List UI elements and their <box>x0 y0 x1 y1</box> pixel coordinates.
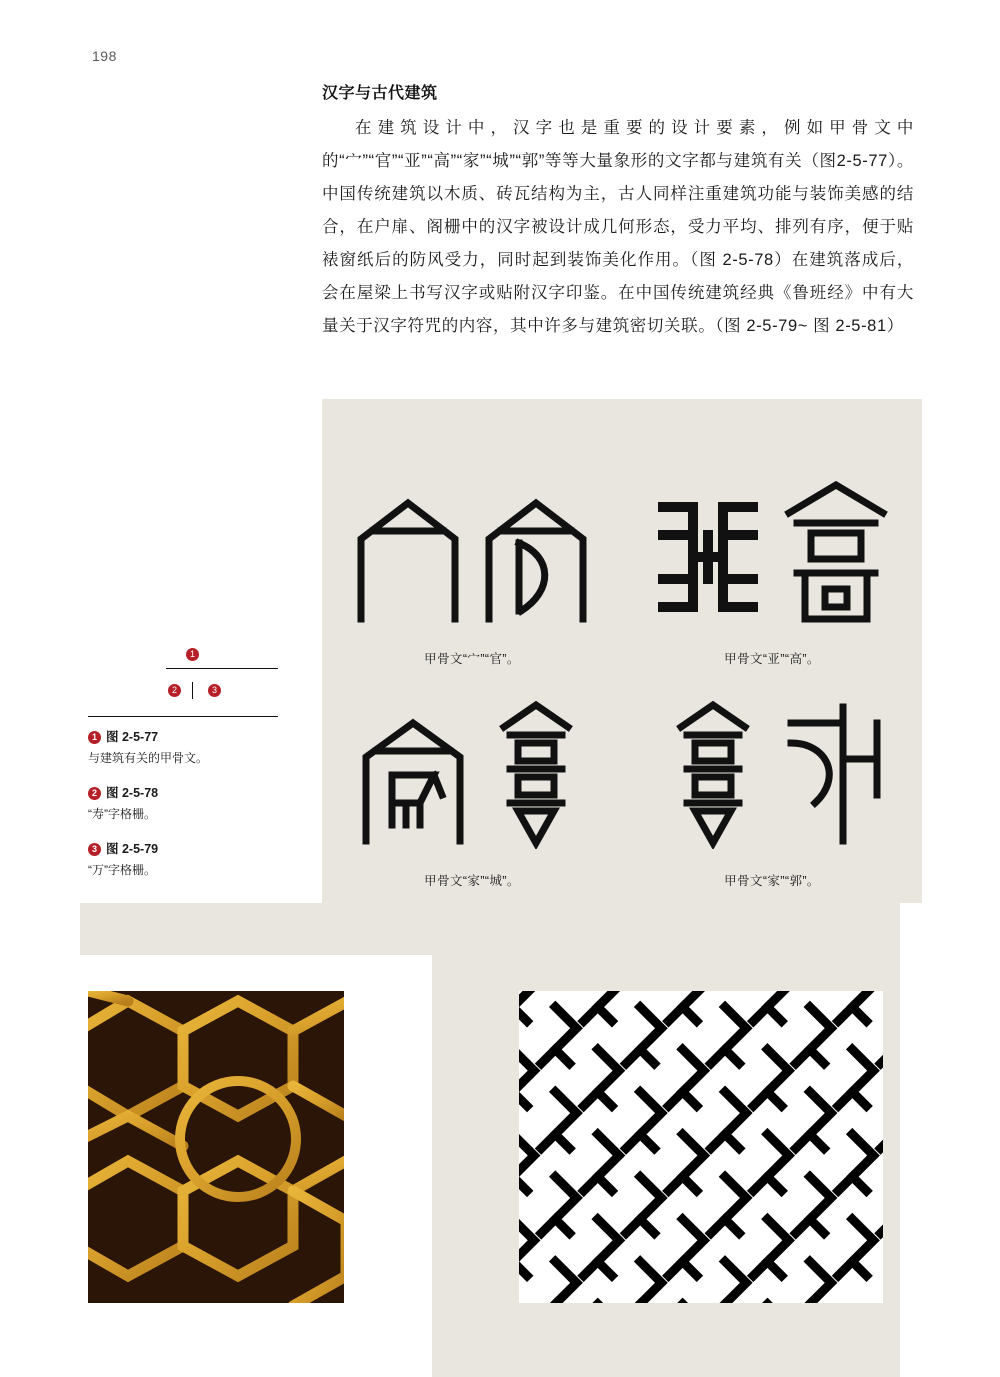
oracle-char-mian-icon <box>353 487 463 627</box>
caption-title-row-3 <box>88 840 288 859</box>
legend-key-1 <box>186 648 199 661</box>
oracle-glyph-grid <box>322 399 922 903</box>
caption-item-3 <box>88 840 288 880</box>
oracle-char-jia-icon <box>358 709 468 849</box>
caption-desc-3: “万”字格栅。 <box>88 863 156 877</box>
glyph-caption: 甲骨文“宀”“官”。 <box>424 652 520 666</box>
caption-badge-2: 2 <box>88 787 101 800</box>
oracle-char-guo-right-icon <box>781 699 881 849</box>
oracle-char-guan-icon <box>481 487 591 627</box>
legend-badge-2: 2 <box>168 684 181 697</box>
oracle-char-cheng-icon <box>486 699 586 849</box>
legend-badge-3: 3 <box>208 684 221 697</box>
figure-legend <box>88 640 288 880</box>
caption-item-2 <box>88 784 288 824</box>
glyph-cell-ya-gao <box>622 477 922 667</box>
caption-badge-1: 1 <box>88 731 101 744</box>
caption-title-1: 图 2-5-77 <box>106 730 159 744</box>
figure-image-wan-pattern <box>519 991 883 1303</box>
caption-title-3: 图 2-5-79 <box>106 842 159 856</box>
legend-key-2 <box>168 684 181 697</box>
caption-desc-1: 与建筑有关的甲骨文。 <box>88 751 209 765</box>
glyph-art-ya-gao <box>622 477 922 627</box>
page-number: 198 <box>92 48 117 64</box>
legend-badge-1: 1 <box>186 648 199 661</box>
caption-title-row-1 <box>88 728 288 747</box>
glyph-cell-jia-cheng <box>322 699 622 889</box>
oracle-char-ya-icon <box>653 487 763 627</box>
wan-fret-pattern-illustration <box>519 991 883 1303</box>
glyph-cell-jia-guo <box>622 699 922 889</box>
body-paragraph: 在建筑设计中，汉字也是重要的设计要素，例如甲骨文中的“宀”“官”“亚”“高”“家”“城”“郭”等等大量象形的文字都与建筑有关（图2-5-77）。中国传统建筑以木质、砖瓦结构为主，古人同样注重建筑功能与装饰美感的结合，在户扉、阁栅中的汉字被设计成几何形态，受力平均、排列有序，便于贴裱窗纸后的防风受力，同时起到装饰美化作用。（图 2-5-78）在建筑落成后，会在屋梁上书写汉字或贴附汉字印鉴。在中国传统建筑经典《鲁班经》中有大量关于汉字符咒的内容，其中许多与建筑密切关联。（图 2-5-79~ 图 2-5-81） <box>322 119 914 335</box>
caption-item-1 <box>88 728 288 768</box>
oracle-char-gao-icon <box>781 477 891 627</box>
glyph-caption: 甲骨文“亚”“高”。 <box>724 652 820 666</box>
legend-divider-bottom <box>88 716 278 717</box>
caption-desc-2: “寿”字格栅。 <box>88 807 156 821</box>
lattice-shou-illustration <box>88 991 344 1303</box>
figure-image-lattice-shou <box>88 991 344 1303</box>
glyph-art-jia-guo2 <box>622 699 922 849</box>
caption-badge-3: 3 <box>88 843 101 856</box>
legend-divider-top <box>166 668 278 669</box>
caption-title-row-2 <box>88 784 288 803</box>
glyph-caption: 甲骨文“家”“城”。 <box>424 874 520 888</box>
section-heading: 汉字与古代建筑 <box>322 85 438 102</box>
legend-key-map <box>88 640 288 712</box>
legend-key-3 <box>208 684 221 697</box>
glyph-cell-mian-guan <box>322 477 622 667</box>
legend-key-separator <box>192 682 193 699</box>
glyph-caption: 甲骨文“家”“郭”。 <box>724 874 820 888</box>
oracle-char-guo-left-icon <box>663 699 763 849</box>
caption-title-2: 图 2-5-78 <box>106 786 159 800</box>
glyph-art-jia-cheng <box>322 699 622 849</box>
glyph-art-mian-guan <box>322 477 622 627</box>
